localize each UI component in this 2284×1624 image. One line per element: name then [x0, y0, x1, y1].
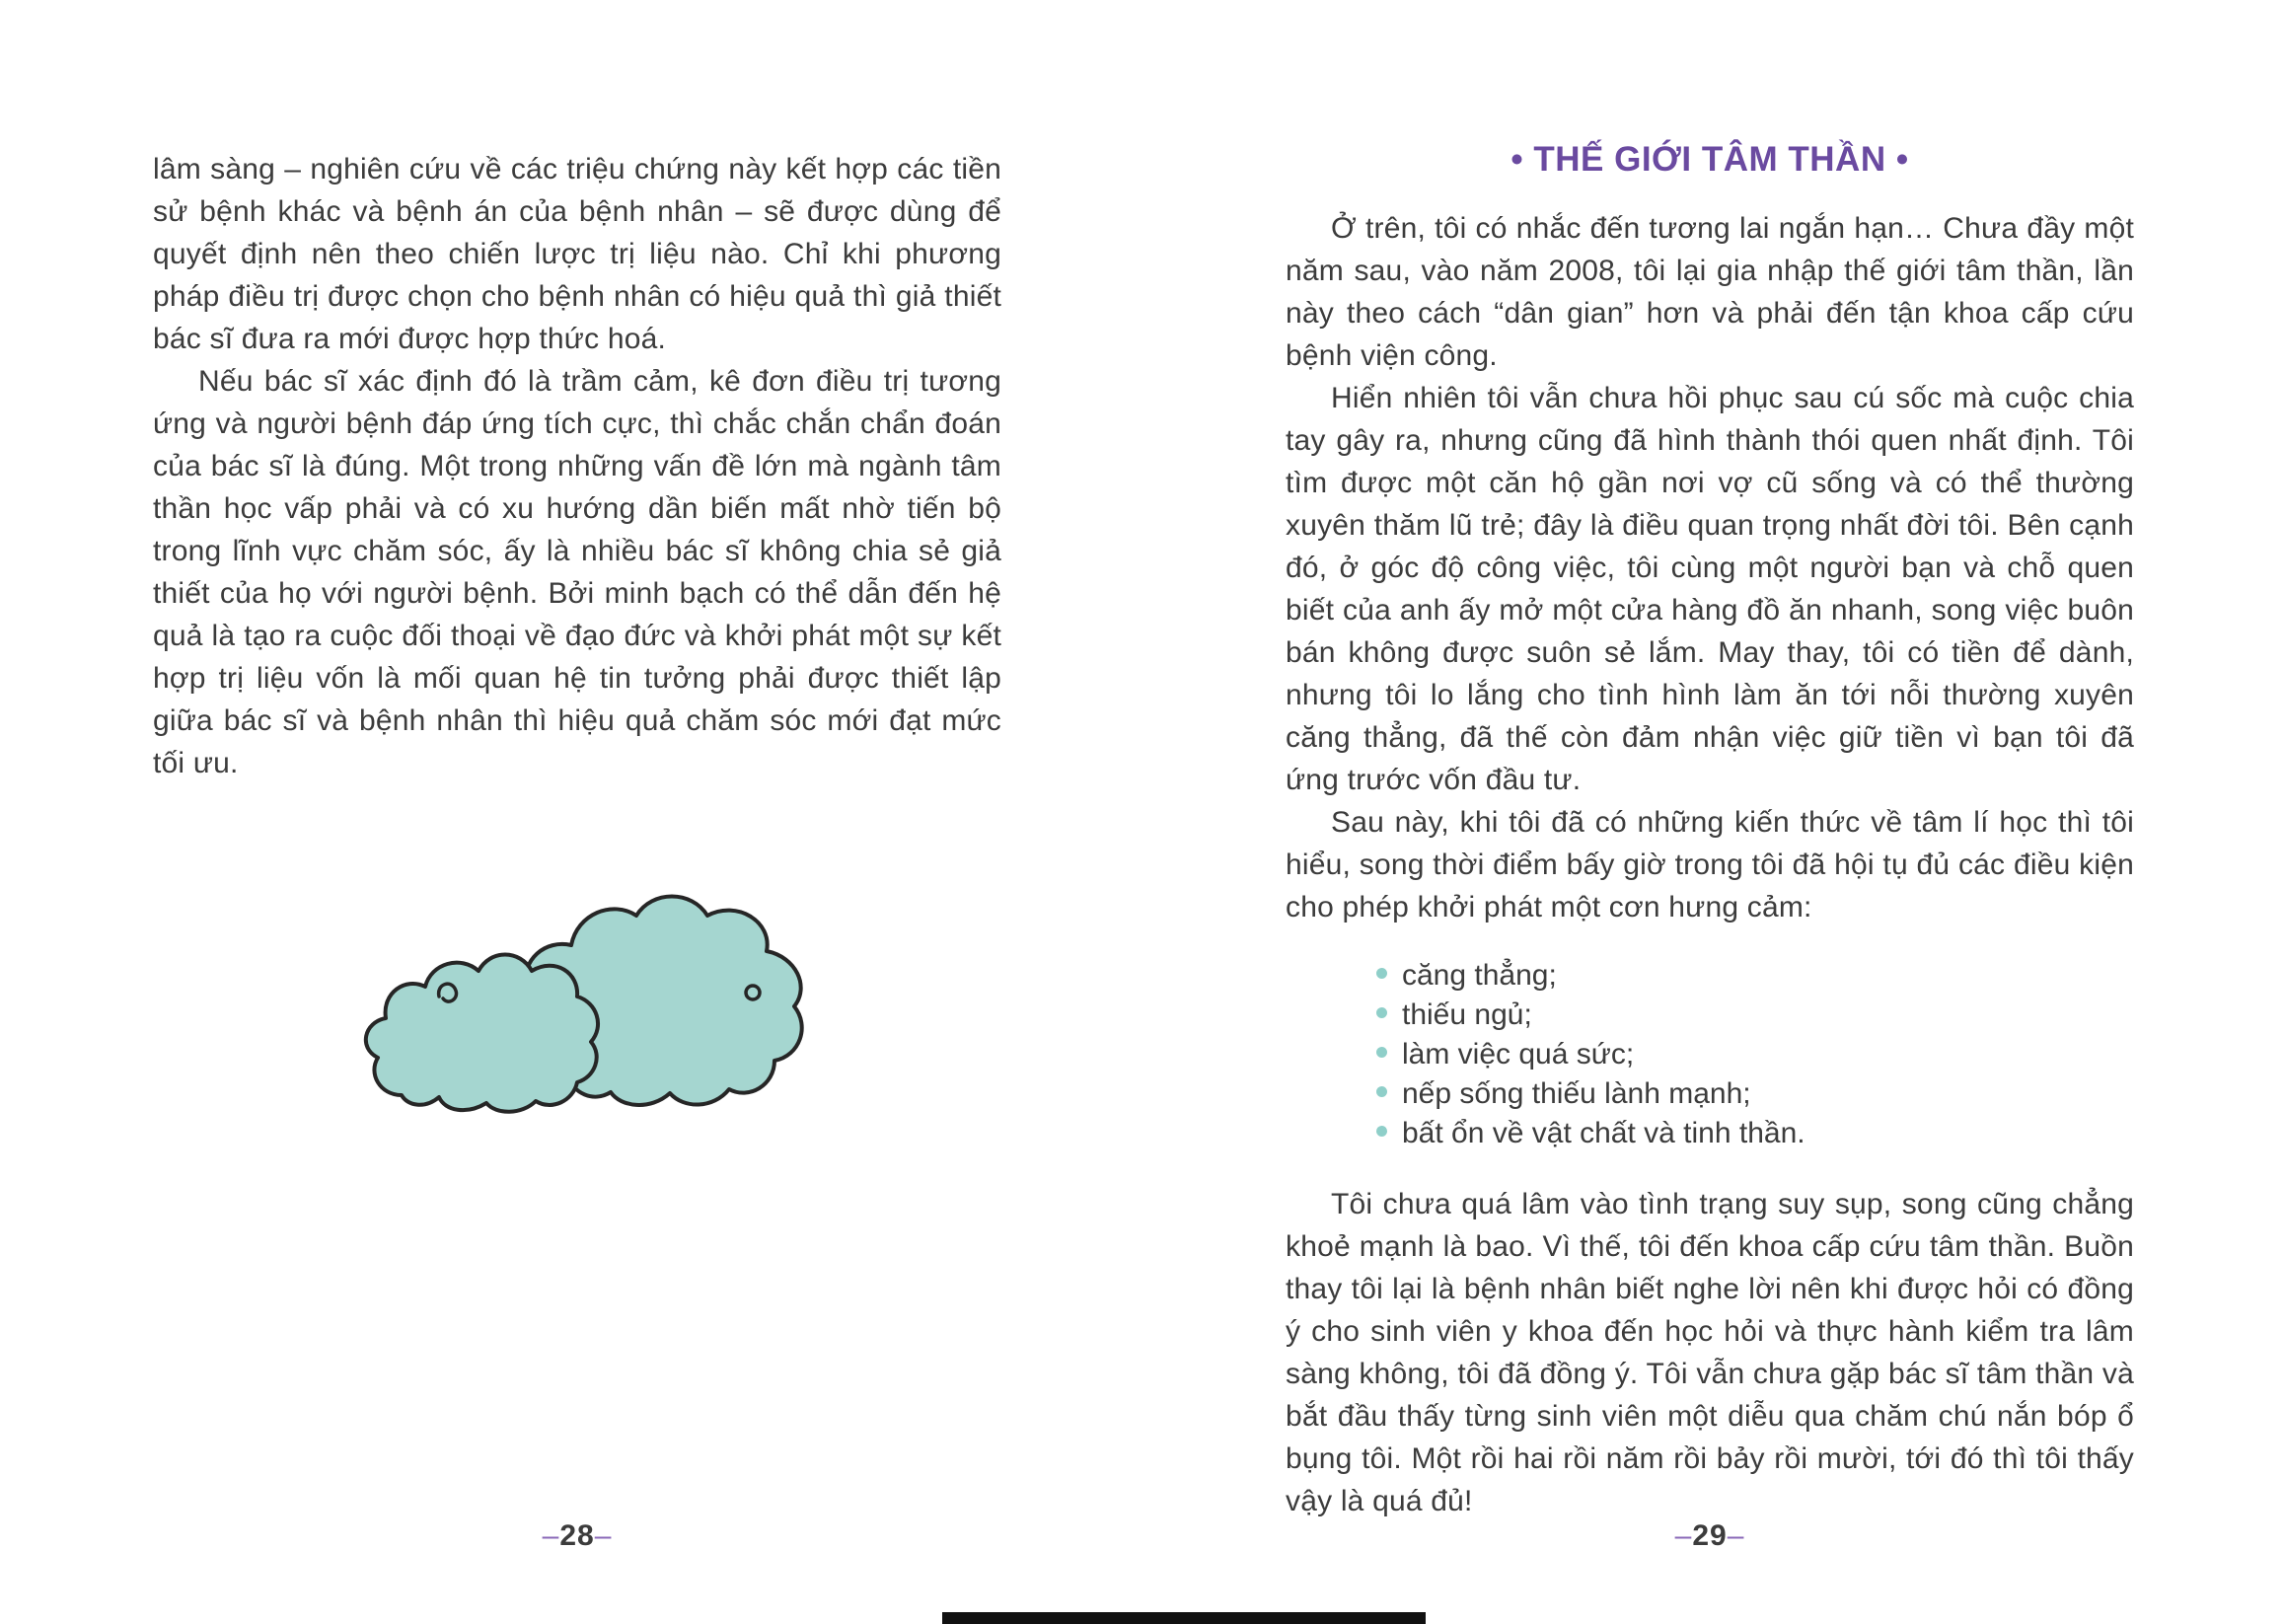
page-number-value: 29: [1692, 1519, 1728, 1552]
bullet-icon: [1376, 968, 1387, 979]
scan-artifact-bar: [942, 1612, 1426, 1624]
page-number-dash: –: [1727, 1519, 1745, 1552]
bullet-icon: [1376, 1126, 1387, 1137]
list-item: [1376, 956, 2134, 996]
bullet-icon: [1376, 1086, 1387, 1097]
right-page: [1286, 138, 2134, 1522]
page-number-right: [1286, 1519, 2134, 1553]
page-number-dash: –: [1674, 1519, 1693, 1552]
section-heading: • THẾ GIỚI TÂM THẦN •: [1510, 140, 1909, 179]
paragraph: Ở trên, tôi có nhắc đến tương lai ngắn hạn… Chưa đầy một năm sau, vào năm 2008, tôi lại gia nhập thế giới tâm thần, lần này theo cách “dân gian” hơn và phải đến tận khoa cấp cứu bệnh viện công.: [1286, 212, 2134, 372]
page-number-dash: –: [542, 1519, 560, 1552]
bullet-icon: [1376, 1047, 1387, 1058]
list-item: [1376, 1035, 2134, 1074]
list-item: [1376, 1074, 2134, 1114]
paragraph: Tôi chưa quá lâm vào tình trạng suy sụp, song cũng chẳng khoẻ mạnh là bao. Vì thế, tôi đến khoa cấp cứu tâm thần. Buồn thay tôi lại là bệnh nhân biết nghe lời nên khi được hỏi có đồng ý cho sinh viên y khoa đến học hỏi và thực hành kiểm tra lâm sàng không, tôi đã đồng ý. Tôi vẫn chưa gặp bác sĩ tâm thần và bắt đầu thấy từng sinh viên một diễu qua chăm chú nắn bóp ổ bụng tôi. Một rồi hai rồi năm rồi bảy rồi mười, tới đó thì tôi thấy vậy là quá đủ!: [1286, 1188, 2134, 1517]
paragraph: lâm sàng – nghiên cứu về các triệu chứng này kết hợp các tiền sử bệnh khác và bệnh án của bệnh nhân – sẽ được dùng để quyết định nên theo chiến lược trị liệu nào. Chỉ khi phương pháp điều trị được chọn cho bệnh nhân có hiệu quả thì giả thiết bác sĩ đưa ra mới được hợp thức hoá.: [153, 153, 1001, 355]
bullet-icon: [1376, 1007, 1387, 1018]
cloud-illustration: [321, 847, 814, 1133]
paragraph: Sau này, khi tôi đã có những kiến thức về tâm lí học thì tôi hiểu, song thời điểm bấy giờ trong tôi đã hội tụ đủ các điều kiện cho phép khởi phát một cơn hưng cảm:: [1286, 806, 2134, 923]
page-number-value: 28: [559, 1519, 595, 1552]
page-number-dash: –: [594, 1519, 613, 1552]
paragraph: Hiển nhiên tôi vẫn chưa hồi phục sau cú sốc mà cuộc chia tay gây ra, nhưng cũng đã hình thành thói quen nhất định. Tôi tìm được một căn hộ gần nơi vợ cũ sống và có thể thường xuyên thăm lũ trẻ; đây là điều quan trọng nhất đời tôi. Bên cạnh đó, ở góc độ công việc, tôi cùng một người bạn và chỗ quen biết của anh ấy mở một cửa hàng đồ ăn nhanh, song việc buôn bán không được suôn sẻ lắm. May thay, tôi có tiền để dành, nhưng tôi lo lắng cho tình hình làm ăn tới nỗi thường xuyên căng thẳng, đã thế còn đảm nhận việc giữ tiền vì bạn tôi đã ứng trước vốn đầu tư.: [1286, 382, 2134, 796]
list-item: [1376, 1114, 2134, 1153]
bullet-list: [1286, 956, 2134, 1153]
bullet-text: thiếu ngủ;: [1402, 998, 1532, 1031]
bullet-text: làm việc quá sức;: [1402, 1038, 1635, 1070]
page-number-left: [153, 1519, 1001, 1553]
bullet-text: bất ổn về vật chất và tinh thần.: [1402, 1117, 1805, 1149]
bullet-text: căng thẳng;: [1402, 959, 1557, 992]
bullet-text: nếp sống thiếu lành mạnh;: [1402, 1077, 1751, 1110]
cloud-front-shape: [366, 955, 598, 1112]
left-page: [153, 148, 1001, 784]
list-item: [1376, 996, 2134, 1035]
paragraph: Nếu bác sĩ xác định đó là trầm cảm, kê đơn điều trị tương ứng và người bệnh đáp ứng tích cực, thì chắc chắn chẩn đoán của bác sĩ là đúng. Một trong những vấn đề lớn mà ngành tâm thần học vấp phải và có xu hướng dần biến mất nhờ tiến bộ trong lĩnh vực chăm sóc, ấy là nhiều bác sĩ không chia sẻ giả thiết của họ với người bệnh. Bởi minh bạch có thể dẫn đến hệ quả là tạo ra cuộc đối thoại về đạo đức và khởi phát một sự kết hợp trị liệu vốn là mối quan hệ tin tưởng phải được thiết lập giữa bác sĩ và bệnh nhân thì hiệu quả chăm sóc mới đạt mức tối ưu.: [153, 365, 1001, 779]
